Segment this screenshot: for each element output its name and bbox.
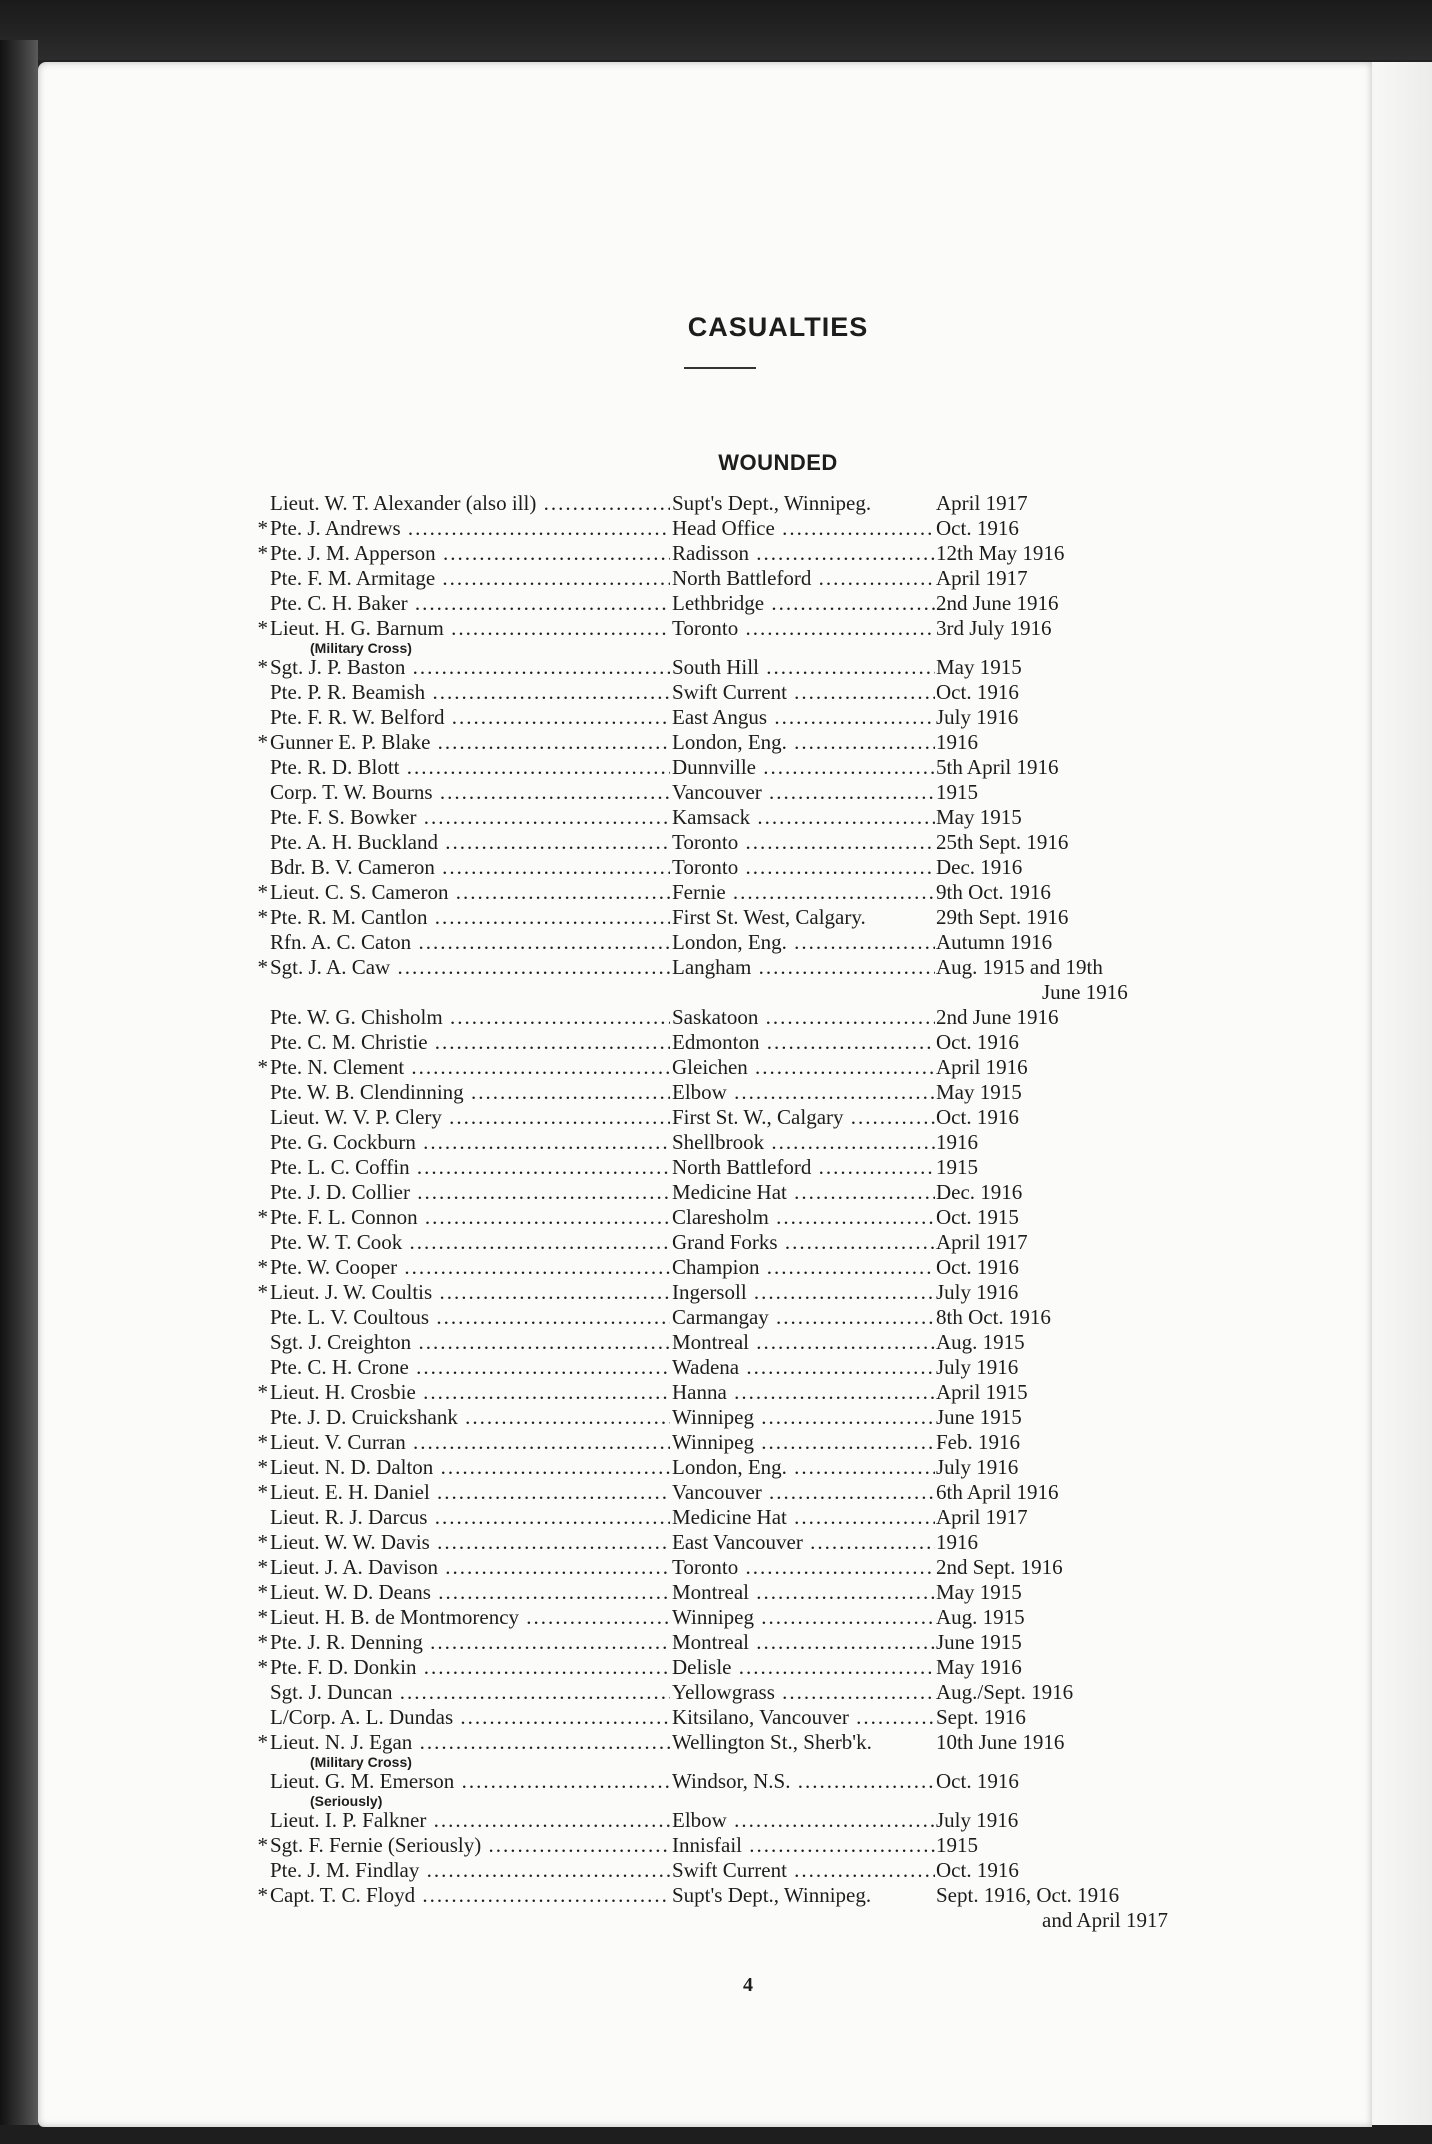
casualty-entry	[252, 805, 1252, 830]
casualty-date: July 1916	[936, 1455, 1019, 1479]
asterisk-mark: *	[257, 1480, 268, 1504]
casualty-location: Windsor, N.S. .....	[672, 1769, 935, 1794]
casualty-location: Montreal .....	[672, 1630, 935, 1655]
asterisk-mark: *	[257, 616, 268, 640]
casualty-location: Elbow .....	[672, 1080, 935, 1105]
casualty-entry	[252, 1430, 1252, 1455]
casualty-location: Kitsilano, Vancouver .....	[672, 1705, 935, 1730]
casualty-location: London, Eng. .....	[672, 930, 935, 955]
asterisk-mark: *	[257, 1430, 268, 1454]
casualty-location: Toronto .....	[672, 830, 935, 855]
casualty-name: Lieut. H. G. Barnum .....	[270, 616, 670, 641]
casualty-name: Sgt. F. Fernie (Seriously) .....	[270, 1833, 670, 1858]
asterisk-mark: *	[257, 730, 268, 754]
casualty-date: July 1916	[936, 1280, 1019, 1304]
casualty-name: Pte. N. Clement .....	[270, 1055, 670, 1080]
casualty-location: Saskatoon .....	[672, 1005, 935, 1030]
casualty-entry	[252, 1155, 1252, 1180]
casualty-entry	[252, 541, 1252, 566]
casualty-location: Carmangay .....	[672, 1305, 935, 1330]
casualty-date: 8th Oct. 1916	[936, 1305, 1051, 1329]
asterisk-mark: *	[257, 1883, 268, 1907]
asterisk-mark: *	[257, 1205, 268, 1229]
casualty-entry	[252, 1730, 1252, 1769]
casualty-date: 2nd Sept. 1916	[936, 1555, 1063, 1579]
casualty-date: Sept. 1916	[936, 1705, 1026, 1729]
casualty-entry	[252, 1380, 1252, 1405]
casualty-date-continued: and April 1917	[1042, 1908, 1168, 1932]
casualty-location: South Hill .....	[672, 655, 935, 680]
asterisk-mark: *	[257, 1055, 268, 1079]
asterisk-mark: *	[257, 1555, 268, 1579]
casualty-name: Sgt. J. Duncan .....	[270, 1680, 670, 1705]
casualty-entry	[252, 1055, 1252, 1080]
casualty-location: Wadena .....	[672, 1355, 935, 1380]
asterisk-mark: *	[257, 1630, 268, 1654]
casualty-name: Pte. W. G. Chisholm .....	[270, 1005, 670, 1030]
casualty-date: 12th May 1916	[936, 541, 1065, 565]
casualty-location: First St. West, Calgary.	[672, 905, 866, 929]
casualty-date: Dec. 1916	[936, 1180, 1023, 1204]
casualty-list	[252, 491, 1252, 1933]
casualty-name: Pte. R. M. Cantlon .....	[270, 905, 670, 930]
casualty-entry	[252, 1130, 1252, 1155]
casualty-location: Vancouver .....	[672, 1480, 935, 1505]
casualty-note: (Military Cross)	[310, 1754, 412, 1770]
casualty-location: Supt's Dept., Winnipeg.	[672, 1883, 872, 1907]
casualty-location: London, Eng. .....	[672, 730, 935, 755]
casualty-entry	[252, 491, 1252, 516]
casualty-entry	[252, 755, 1252, 780]
casualty-date: 1916	[936, 730, 978, 754]
casualty-location: Toronto .....	[672, 616, 935, 641]
casualty-entry	[252, 1580, 1252, 1605]
casualty-date-continued: June 1916	[1042, 980, 1128, 1004]
casualty-location: Ingersoll .....	[672, 1280, 935, 1305]
asterisk-mark: *	[257, 1280, 268, 1304]
casualty-name: Pte. J. Andrews .....	[270, 516, 670, 541]
casualty-entry	[252, 1605, 1252, 1630]
casualty-name: Bdr. B. V. Cameron .....	[270, 855, 670, 880]
casualty-date: June 1915	[936, 1405, 1022, 1429]
casualty-entry	[252, 905, 1252, 930]
scan-background-bottom	[0, 2125, 1432, 2144]
title-rule	[684, 367, 756, 369]
casualty-date: July 1916	[936, 705, 1019, 729]
casualty-entry	[252, 616, 1252, 655]
casualty-entry	[252, 1883, 1252, 1933]
casualty-name: Lieut. H. Crosbie .....	[270, 1380, 670, 1405]
casualty-entry	[252, 1858, 1252, 1883]
casualty-name: Pte. C. H. Baker .....	[270, 591, 670, 616]
casualty-location: Head Office .....	[672, 516, 935, 541]
casualty-entry	[252, 1030, 1252, 1055]
casualty-entry	[252, 1355, 1252, 1380]
casualty-location: Winnipeg .....	[672, 1605, 935, 1630]
casualty-date: July 1916	[936, 1808, 1019, 1832]
casualty-location: North Battleford .....	[672, 1155, 935, 1180]
casualty-location: Supt's Dept., Winnipeg.	[672, 491, 872, 515]
asterisk-mark: *	[257, 1730, 268, 1754]
casualty-entry	[252, 780, 1252, 805]
casualty-entry	[252, 1655, 1252, 1680]
casualty-entry	[252, 1833, 1252, 1858]
casualty-name: Pte. W. Cooper .....	[270, 1255, 670, 1280]
casualty-location: London, Eng. .....	[672, 1455, 935, 1480]
casualty-location: Wellington St., Sherb'k.	[672, 1730, 872, 1754]
casualty-entry	[252, 1305, 1252, 1330]
casualty-date: April 1917	[936, 1505, 1028, 1529]
casualty-name: Sgt. J. P. Baston .....	[270, 655, 670, 680]
casualty-name: Lieut. J. W. Coultis .....	[270, 1280, 670, 1305]
casualty-name: Pte. R. D. Blott .....	[270, 755, 670, 780]
casualty-entry	[252, 930, 1252, 955]
casualty-date: Oct. 1915	[936, 1205, 1019, 1229]
asterisk-mark: *	[257, 905, 268, 929]
casualty-name: Lieut. R. J. Darcus .....	[270, 1505, 670, 1530]
casualty-location: Montreal .....	[672, 1330, 935, 1355]
casualty-name: Pte. L. V. Coultous .....	[270, 1305, 670, 1330]
casualty-name: Gunner E. P. Blake .....	[270, 730, 670, 755]
casualty-entry	[252, 1530, 1252, 1555]
casualty-location: Winnipeg .....	[672, 1405, 935, 1430]
casualty-entry	[252, 680, 1252, 705]
casualty-date: 1916	[936, 1130, 978, 1154]
casualty-entry	[252, 1180, 1252, 1205]
casualty-location: Medicine Hat .....	[672, 1180, 935, 1205]
casualty-entry	[252, 566, 1252, 591]
casualty-location: Kamsack .....	[672, 805, 935, 830]
casualty-name: Lieut. N. J. Egan .....	[270, 1730, 670, 1755]
casualty-entry	[252, 655, 1252, 680]
casualty-location: Edmonton .....	[672, 1030, 935, 1055]
casualty-date: 29th Sept. 1916	[936, 905, 1069, 929]
casualty-note: (Military Cross)	[310, 640, 412, 656]
casualty-date: Oct. 1916	[936, 1255, 1019, 1279]
casualty-date: Sept. 1916, Oct. 1916	[936, 1883, 1120, 1907]
casualty-location: East Angus .....	[672, 705, 935, 730]
casualty-name: L/Corp. A. L. Dundas .....	[270, 1705, 670, 1730]
casualty-location: Swift Current .....	[672, 680, 935, 705]
casualty-date: July 1916	[936, 1355, 1019, 1379]
casualty-entry	[252, 1080, 1252, 1105]
casualty-entry	[252, 830, 1252, 855]
casualty-name: Lieut. E. H. Daniel .....	[270, 1480, 670, 1505]
asterisk-mark: *	[257, 955, 268, 979]
casualty-location: Shellbrook .....	[672, 1130, 935, 1155]
casualty-name: Lieut. I. P. Falkner .....	[270, 1808, 670, 1833]
casualty-date: April 1917	[936, 566, 1028, 590]
casualty-entry	[252, 1480, 1252, 1505]
casualty-date: Oct. 1916	[936, 1105, 1019, 1129]
casualty-location: Medicine Hat .....	[672, 1505, 935, 1530]
casualty-name: Lieut. C. S. Cameron .....	[270, 880, 670, 905]
casualty-name: Pte. L. C. Coffin .....	[270, 1155, 670, 1180]
casualty-name: Pte. F. D. Donkin .....	[270, 1655, 670, 1680]
casualty-location: Winnipeg .....	[672, 1430, 935, 1455]
asterisk-mark: *	[257, 1833, 268, 1857]
casualty-name: Pte. W. T. Cook .....	[270, 1230, 670, 1255]
asterisk-mark: *	[257, 1455, 268, 1479]
casualty-date: Aug./Sept. 1916	[936, 1680, 1074, 1704]
casualty-name: Pte. P. R. Beamish .....	[270, 680, 670, 705]
casualty-date: May 1915	[936, 655, 1022, 679]
casualty-entry	[252, 1280, 1252, 1305]
casualty-note: (Seriously)	[310, 1793, 383, 1809]
casualty-date: 3rd July 1916	[936, 616, 1052, 640]
casualty-date: 1915	[936, 1155, 978, 1179]
casualty-name: Lieut. H. B. de Montmorency .....	[270, 1605, 670, 1630]
casualty-date: April 1917	[936, 491, 1028, 515]
casualty-name: Lieut. J. A. Davison .....	[270, 1555, 670, 1580]
casualty-location: Montreal .....	[672, 1580, 935, 1605]
asterisk-mark: *	[257, 1530, 268, 1554]
casualty-entry	[252, 855, 1252, 880]
casualty-entry	[252, 1255, 1252, 1280]
casualty-entry	[252, 705, 1252, 730]
casualty-name: Pte. J. D. Collier .....	[270, 1180, 670, 1205]
casualty-date: 2nd June 1916	[936, 1005, 1059, 1029]
casualty-location: Grand Forks .....	[672, 1230, 935, 1255]
casualty-location: Lethbridge .....	[672, 591, 935, 616]
casualty-location: First St. W., Calgary .....	[672, 1105, 935, 1130]
casualty-date: Aug. 1915	[936, 1605, 1025, 1629]
casualty-name: Lieut. G. M. Emerson .....	[270, 1769, 670, 1794]
casualty-entry	[252, 1555, 1252, 1580]
casualty-date: 10th June 1916	[936, 1730, 1065, 1754]
casualty-name: Pte. J. R. Denning .....	[270, 1630, 670, 1655]
casualty-entry	[252, 1505, 1252, 1530]
casualty-entry	[252, 1105, 1252, 1130]
casualty-name: Pte. J. M. Apperson .....	[270, 541, 670, 566]
asterisk-mark: *	[257, 1580, 268, 1604]
casualty-location: Elbow .....	[672, 1808, 935, 1833]
book-spine-edge	[0, 40, 38, 2144]
casualty-location: Fernie .....	[672, 880, 935, 905]
casualty-name: Pte. F. R. W. Belford .....	[270, 705, 670, 730]
casualty-date: April 1917	[936, 1230, 1028, 1254]
casualty-location: Hanna .....	[672, 1380, 935, 1405]
casualty-location: Langham .....	[672, 955, 935, 980]
section-heading: WOUNDED	[718, 450, 838, 475]
page-title: CASUALTIES	[687, 312, 869, 342]
casualty-name: Pte. F. S. Bowker .....	[270, 805, 670, 830]
casualty-location: East Vancouver .....	[672, 1530, 935, 1555]
casualty-date: 5th April 1916	[936, 755, 1059, 779]
casualty-location: Toronto .....	[672, 855, 935, 880]
casualty-entry	[252, 730, 1252, 755]
casualty-entry	[252, 1405, 1252, 1430]
casualty-location: Radisson .....	[672, 541, 935, 566]
asterisk-mark: *	[257, 880, 268, 904]
casualty-date: Oct. 1916	[936, 680, 1019, 704]
casualty-entry	[252, 880, 1252, 905]
document-page	[38, 62, 1372, 2127]
casualty-location: Claresholm .....	[672, 1205, 935, 1230]
casualty-location: Yellowgrass .....	[672, 1680, 935, 1705]
casualty-entry	[252, 1230, 1252, 1255]
casualty-entry	[252, 591, 1252, 616]
casualty-name: Pte. W. B. Clendinning .....	[270, 1080, 670, 1105]
casualty-date: Oct. 1916	[936, 516, 1019, 540]
casualty-location: Dunnville .....	[672, 755, 935, 780]
casualty-name: Pte. G. Cockburn .....	[270, 1130, 670, 1155]
casualty-name: Lieut. V. Curran .....	[270, 1430, 670, 1455]
casualty-date: 1915	[936, 780, 978, 804]
casualty-entry	[252, 1769, 1252, 1808]
casualty-name: Lieut. W. T. Alexander (also ill) .....	[270, 491, 670, 516]
casualty-date: May 1915	[936, 1580, 1022, 1604]
casualty-entry	[252, 1455, 1252, 1480]
asterisk-mark: *	[257, 1380, 268, 1404]
casualty-location: North Battleford .....	[672, 566, 935, 591]
casualty-date: Dec. 1916	[936, 855, 1023, 879]
casualty-name: Pte. J. D. Cruickshank .....	[270, 1405, 670, 1430]
casualty-location: Innisfail .....	[672, 1833, 935, 1858]
casualty-entry	[252, 1005, 1252, 1030]
casualty-date: April 1916	[936, 1055, 1028, 1079]
casualty-location: Vancouver .....	[672, 780, 935, 805]
casualty-date: 9th Oct. 1916	[936, 880, 1051, 904]
casualty-name: Capt. T. C. Floyd .....	[270, 1883, 670, 1908]
casualty-name: Lieut. N. D. Dalton .....	[270, 1455, 670, 1480]
page-content	[38, 62, 1372, 2127]
casualty-date: April 1915	[936, 1380, 1028, 1404]
casualty-entry	[252, 1630, 1252, 1655]
casualty-entry	[252, 955, 1252, 1005]
casualty-date: 1915	[936, 1833, 978, 1857]
casualty-date: Aug. 1915 and 19th	[936, 955, 1103, 979]
casualty-date: June 1915	[936, 1630, 1022, 1654]
casualty-date: Aug. 1915	[936, 1330, 1025, 1354]
casualty-entry	[252, 1680, 1252, 1705]
casualty-name: Pte. J. M. Findlay .....	[270, 1858, 670, 1883]
casualty-name: Pte. F. L. Connon .....	[270, 1205, 670, 1230]
casualty-date: Oct. 1916	[936, 1030, 1019, 1054]
asterisk-mark: *	[257, 1255, 268, 1279]
casualty-date: May 1915	[936, 805, 1022, 829]
casualty-name: Corp. T. W. Bourns .....	[270, 780, 670, 805]
casualty-date: Oct. 1916	[936, 1858, 1019, 1882]
casualty-location: Swift Current .....	[672, 1858, 935, 1883]
casualty-date: 25th Sept. 1916	[936, 830, 1069, 854]
casualty-entry	[252, 1330, 1252, 1355]
asterisk-mark: *	[257, 541, 268, 565]
casualty-location: Toronto .....	[672, 1555, 935, 1580]
casualty-name: Pte. F. M. Armitage .....	[270, 566, 670, 591]
scan-background-top	[0, 0, 1432, 60]
casualty-location: Champion .....	[672, 1255, 935, 1280]
casualty-name: Rfn. A. C. Caton .....	[270, 930, 670, 955]
casualty-date: May 1916	[936, 1655, 1022, 1679]
casualty-date: Autumn 1916	[936, 930, 1053, 954]
casualty-entry	[252, 1808, 1252, 1833]
casualty-date: 2nd June 1916	[936, 591, 1059, 615]
casualty-name: Sgt. J. Creighton .....	[270, 1330, 670, 1355]
casualty-name: Lieut. W. D. Deans .....	[270, 1580, 670, 1605]
asterisk-mark: *	[257, 1655, 268, 1679]
casualty-name: Lieut. W. W. Davis .....	[270, 1530, 670, 1555]
casualty-date: 6th April 1916	[936, 1480, 1059, 1504]
casualty-date: Oct. 1916	[936, 1769, 1019, 1793]
casualty-date: May 1915	[936, 1080, 1022, 1104]
casualty-location: Delisle .....	[672, 1655, 935, 1680]
casualty-name: Pte. C. H. Crone .....	[270, 1355, 670, 1380]
casualty-location: Gleichen .....	[672, 1055, 935, 1080]
asterisk-mark: *	[257, 655, 268, 679]
asterisk-mark: *	[257, 516, 268, 540]
asterisk-mark: *	[257, 1605, 268, 1629]
casualty-date: 1916	[936, 1530, 978, 1554]
casualty-name: Lieut. W. V. P. Clery .....	[270, 1105, 670, 1130]
casualty-name: Pte. A. H. Buckland .....	[270, 830, 670, 855]
casualty-entry	[252, 1705, 1252, 1730]
casualty-name: Sgt. J. A. Caw .....	[270, 955, 670, 980]
casualty-date: Feb. 1916	[936, 1430, 1020, 1454]
casualty-entry	[252, 516, 1252, 541]
casualty-entry	[252, 1205, 1252, 1230]
page-number: 4	[743, 1974, 753, 1996]
casualty-name: Pte. C. M. Christie .....	[270, 1030, 670, 1055]
